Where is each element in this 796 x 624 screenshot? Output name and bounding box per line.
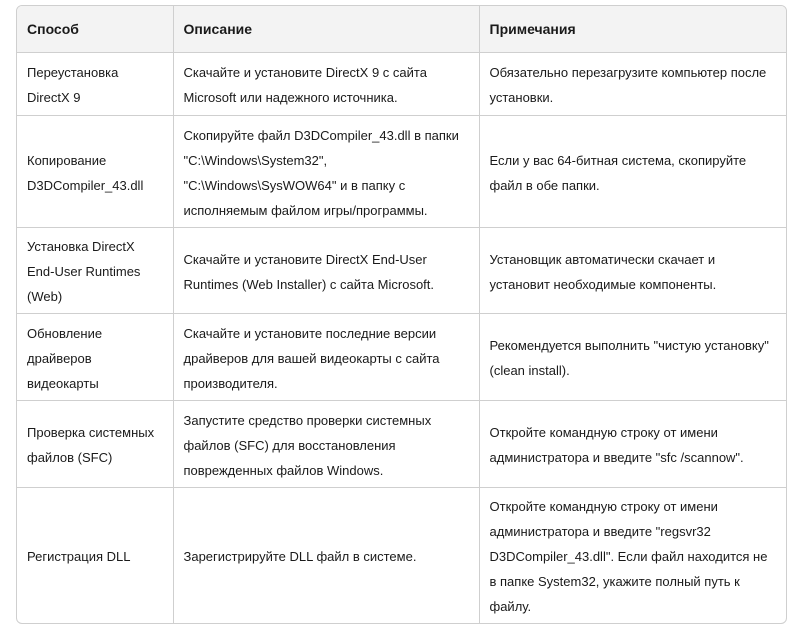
header-method: Способ xyxy=(17,6,173,53)
cell-notes: Установщик автоматически скачает и установит необходимые компоненты. xyxy=(479,228,786,314)
cell-description: Скачайте и установите DirectX 9 с сайта Microsoft или надежного источника. xyxy=(173,53,479,116)
cell-description: Скопируйте файл D3DCompiler_43.dll в папки "C:\Windows\System32", "C:\Windows\SysWOW64" и в папку с исполняемым файлом игры/программы. xyxy=(173,116,479,228)
header-notes: Примечания xyxy=(479,6,786,53)
cell-method: Копирование D3DCompiler_43.dll xyxy=(17,116,173,228)
cell-method: Обновление драйверов видеокарты xyxy=(17,314,173,401)
methods-table xyxy=(17,6,786,623)
table-row xyxy=(17,488,786,624)
cell-description: Скачайте и установите последние версии драйверов для вашей видеокарты с сайта производителя. xyxy=(173,314,479,401)
cell-method: Проверка системных файлов (SFC) xyxy=(17,401,173,488)
table-row xyxy=(17,53,786,116)
cell-notes: Рекомендуется выполнить "чистую установку" (clean install). xyxy=(479,314,786,401)
table-row xyxy=(17,314,786,401)
table-header-row xyxy=(17,6,786,53)
table-row xyxy=(17,116,786,228)
cell-description: Зарегистрируйте DLL файл в системе. xyxy=(173,488,479,624)
cell-method: Регистрация DLL xyxy=(17,488,173,624)
cell-notes: Откройте командную строку от имени администратора и введите "regsvr32 D3DCompiler_43.dll". Если файл находится не в папке System32, укажите полный путь к файлу. xyxy=(479,488,786,624)
table-row xyxy=(17,401,786,488)
cell-description: Скачайте и установите DirectX End-User Runtimes (Web Installer) с сайта Microsoft. xyxy=(173,228,479,314)
cell-method: Установка DirectX End-User Runtimes (Web) xyxy=(17,228,173,314)
table-row xyxy=(17,228,786,314)
cell-description: Запустите средство проверки системных файлов (SFC) для восстановления поврежденных файлов Windows. xyxy=(173,401,479,488)
cell-notes: Обязательно перезагрузите компьютер после установки. xyxy=(479,53,786,116)
cell-notes: Если у вас 64-битная система, скопируйте файл в обе папки. xyxy=(479,116,786,228)
methods-table-container xyxy=(16,5,787,624)
cell-notes: Откройте командную строку от имени администратора и введите "sfc /scannow". xyxy=(479,401,786,488)
cell-method: Переустановка DirectX 9 xyxy=(17,53,173,116)
header-description: Описание xyxy=(173,6,479,53)
